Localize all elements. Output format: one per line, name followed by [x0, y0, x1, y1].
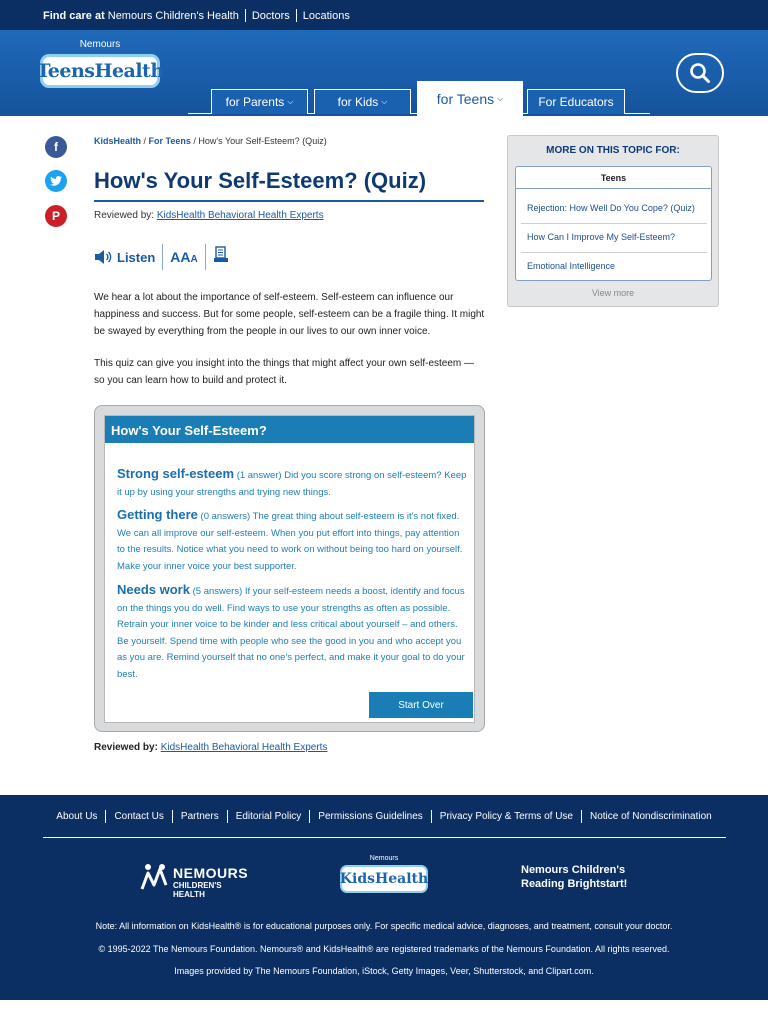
reviewed-by-label: Reviewed by:	[94, 742, 158, 753]
divider	[431, 810, 432, 823]
divider	[296, 9, 297, 22]
footer-link-permissions[interactable]: Permissions Guidelines	[318, 811, 423, 822]
site-footer	[0, 795, 768, 1000]
divider	[521, 223, 707, 224]
topic-link-rejection[interactable]: Rejection: How Well Do You Cope? (Quiz)	[527, 203, 695, 213]
result-title: Needs work	[117, 582, 190, 597]
reviewed-by-label: Reviewed by:	[94, 210, 155, 221]
divider	[521, 252, 707, 253]
print-button[interactable]	[213, 246, 229, 269]
locations-link[interactable]: Locations	[302, 9, 350, 22]
twitter-bird-shape	[50, 176, 62, 186]
result-title: Getting there	[117, 507, 198, 522]
childrens-health-text: CHILDREN'S HEALTH	[173, 881, 222, 899]
quiz-results-card	[104, 415, 475, 723]
listen-label: Listen	[117, 249, 156, 265]
view-more-link[interactable]: View more	[591, 288, 635, 298]
topic-card	[515, 166, 712, 281]
tab-for-parents[interactable]	[211, 89, 308, 114]
reviewed-by	[94, 210, 324, 221]
utility-bar	[0, 0, 768, 30]
start-over-button[interactable]: Start Over	[369, 692, 473, 718]
result-text: If your self-esteem needs a boost, identify and focus on the things you do well. Find ways to use your strengths as often as possible. Retrain your inner voice to be kinder and less critical about yourself – and others. Be yourself. Spend time with people who see the good in you and who accept you as you are. Remind yourself that no one's perfect, and make it your goal to do your best.	[117, 586, 465, 680]
logo-badge	[36, 54, 164, 88]
intro-paragraph: We hear a lot about the importance of self-esteem. Self-esteem can influence our happiness and success. But for some people, self-esteem can be a fragile thing. It might be swayed by everything from the people in our lives to our own inner voice.	[94, 292, 485, 337]
breadcrumb-current: How's Your Self-Esteem? (Quiz)	[198, 136, 327, 146]
audience-tabs	[188, 81, 650, 116]
print-icon	[213, 246, 229, 264]
divider	[227, 810, 228, 823]
breadcrumb-separator: /	[143, 136, 149, 146]
footer-link-partners[interactable]: Partners	[180, 811, 219, 822]
footer-link-contact-us[interactable]: Contact Us	[114, 811, 164, 822]
chevron-down-icon: ⌵	[497, 94, 504, 103]
chevron-down-icon: ⌵	[381, 97, 388, 106]
nemours-text: NEMOURS	[173, 865, 249, 881]
tab-for-teens[interactable]	[417, 81, 523, 116]
divider	[245, 9, 246, 22]
footer-link-privacy[interactable]: Privacy Policy & Terms of Use	[439, 811, 573, 822]
breadcrumb-for-teens[interactable]: For Teens	[148, 136, 191, 146]
article-tools	[94, 243, 229, 271]
pinterest-icon[interactable]: P	[45, 205, 67, 227]
footer-note: Note: All information on KidsHealth® is for educational purposes only. For specific medical advice, diagnoses, and treatment, consult your doctor.	[95, 921, 673, 931]
divider	[205, 244, 206, 270]
footer-image-credits: Images provided by The Nemours Foundation, iStock, Getty Images, Veer, Shutterstock, and Clipart.com.	[174, 966, 594, 976]
result-needs-work	[117, 582, 467, 683]
topic-link-improve-self-esteem[interactable]: How Can I Improve My Self-Esteem?	[527, 232, 676, 242]
tab-label: For Educators	[538, 95, 614, 109]
title-underline	[94, 200, 484, 202]
facebook-icon[interactable]: f	[45, 136, 67, 158]
footer-copyright: © 1995-2022 The Nemours Foundation. Nemours® and KidsHealth® are registered trademarks of the Nemours Foundation. All rights reserved.	[98, 944, 670, 954]
logo-text: TeensHealth	[36, 60, 164, 82]
kh-nemours-text: Nemours	[369, 855, 399, 862]
footer-link-nondiscrimination[interactable]: Notice of Nondiscrimination	[589, 811, 712, 822]
twitter-icon[interactable]	[45, 170, 67, 192]
breadcrumb-kidshealth[interactable]: KidsHealth	[94, 136, 142, 146]
speaker-icon	[94, 249, 114, 265]
result-strong-self-esteem	[117, 466, 467, 501]
tab-label: for Teens	[436, 91, 495, 107]
listen-button[interactable]	[94, 249, 155, 265]
nemours-childrens-health-logo[interactable]	[140, 861, 252, 899]
text-size-button[interactable]: AAA	[170, 249, 198, 265]
chevron-down-icon: ⌵	[287, 97, 294, 106]
nemours-childrens-health-link[interactable]: Nemours Children's Health	[107, 9, 239, 22]
divider	[309, 810, 310, 823]
kidshealth-logo[interactable]	[340, 855, 430, 897]
reading-brightstart-link[interactable]	[521, 863, 627, 891]
topic-link-emotional-intelligence[interactable]: Emotional Intelligence	[527, 261, 616, 271]
breadcrumb	[94, 136, 327, 146]
result-text: Did you score strong on self-esteem? Keep it up by using your strengths and trying new things.	[117, 470, 467, 498]
more-on-this-topic	[507, 135, 719, 307]
audience-heading: Teens	[516, 167, 711, 189]
quiz-header: How's Your Self-Esteem?	[105, 416, 474, 443]
reading-line-2: Reading Brightstart!	[521, 878, 628, 890]
divider	[172, 810, 173, 823]
search-button[interactable]	[676, 53, 724, 93]
intro-paragraph-2: This quiz can give you insight into the things that might affect your own self-esteem — so you can learn how to build and protect it.	[94, 358, 475, 386]
result-count: (5 answers)	[192, 586, 243, 597]
reviewed-by-link[interactable]: KidsHealth Behavioral Health Experts	[156, 210, 324, 221]
tab-for-educators[interactable]	[527, 89, 625, 114]
find-care-label: Find care at	[43, 9, 105, 22]
tab-label: for Parents	[225, 95, 285, 109]
reading-line-1: Nemours Children's	[521, 864, 626, 876]
search-icon	[689, 62, 711, 84]
footer-link-editorial-policy[interactable]: Editorial Policy	[235, 811, 302, 822]
sidebar-title: MORE ON THIS TOPIC FOR:	[546, 145, 680, 156]
logo-nemours-text: Nemours	[79, 39, 121, 50]
divider	[581, 810, 582, 823]
result-count: (1 answer)	[236, 470, 282, 481]
divider	[162, 244, 163, 270]
kh-text: KidsHealth	[339, 871, 429, 887]
breadcrumb-separator: /	[193, 136, 199, 146]
reviewed-by-bottom	[94, 742, 327, 753]
site-header	[0, 30, 768, 116]
result-count: (0 answers)	[200, 511, 251, 522]
result-title: Strong self-esteem	[117, 466, 235, 481]
teenshealth-logo[interactable]	[36, 38, 164, 96]
kh-badge	[340, 865, 428, 893]
tab-for-kids[interactable]	[314, 89, 411, 114]
tab-label: for Kids	[337, 95, 379, 109]
divider	[105, 810, 106, 823]
result-getting-there	[117, 507, 467, 575]
footer-nav	[0, 810, 768, 823]
footer-divider	[43, 837, 726, 838]
page-title: How's Your Self-Esteem? (Quiz)	[94, 168, 427, 193]
footer-link-about-us[interactable]: About Us	[56, 811, 98, 822]
reviewed-by-link[interactable]: KidsHealth Behavioral Health Experts	[160, 742, 328, 753]
doctors-link[interactable]: Doctors	[251, 9, 290, 22]
quiz-results-panel	[94, 405, 485, 732]
result-text: The great thing about self-esteem is it's not fixed. We can all improve our self-esteem. When you put effort into things, pay attention to the results. Notice what you need to work on without being too hard on yourself. Make your inner voice your best supporter.	[117, 511, 463, 572]
nemours-mark-icon	[140, 863, 170, 891]
